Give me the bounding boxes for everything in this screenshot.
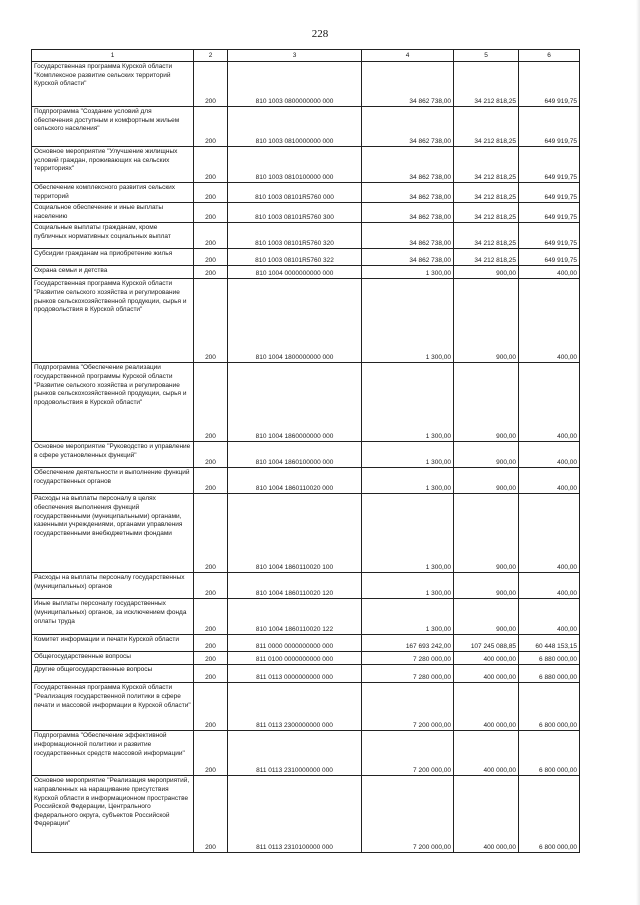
column-number: 1 bbox=[32, 50, 194, 62]
row-name: Расходы на выплаты персоналу в целях обеспечения выполнения функций государственными (муниципальными) органами, казенными учреждениями, органами управления государственными внебюджетными фондами bbox=[32, 494, 194, 573]
row-amount-5: 400 000,00 bbox=[454, 665, 519, 683]
row-column-2: 200 bbox=[194, 279, 228, 363]
row-column-2: 200 bbox=[194, 363, 228, 442]
table-row bbox=[32, 147, 580, 183]
row-amount-5: 400 000,00 bbox=[454, 731, 519, 776]
table-row bbox=[32, 203, 580, 223]
row-amount-6: 649 919,75 bbox=[519, 223, 580, 249]
row-amount-6: 400,00 bbox=[519, 279, 580, 363]
table-row bbox=[32, 652, 580, 665]
row-name: Государственная программа Курской области "Комплексное развитие сельских территорий Курской области" bbox=[32, 62, 194, 107]
page-number: 228 bbox=[311, 28, 329, 40]
table-row bbox=[32, 107, 580, 147]
row-amount-5: 400 000,00 bbox=[454, 683, 519, 731]
table-row bbox=[32, 635, 580, 652]
row-amount-4: 1 300,00 bbox=[362, 468, 454, 494]
row-column-2: 200 bbox=[194, 665, 228, 683]
row-amount-6: 6 800 000,00 bbox=[519, 683, 580, 731]
row-budget-code: 810 1003 08101R5760 320 bbox=[228, 223, 362, 249]
row-amount-5: 900,00 bbox=[454, 442, 519, 468]
table-row bbox=[32, 183, 580, 203]
row-budget-code: 810 1003 0810000000 000 bbox=[228, 107, 362, 147]
row-amount-4: 34 862 738,00 bbox=[362, 147, 454, 183]
row-amount-5: 34 212 818,25 bbox=[454, 203, 519, 223]
row-column-2: 200 bbox=[194, 635, 228, 652]
row-name: Субсидии гражданам на приобретение жилья bbox=[32, 249, 194, 266]
column-number: 6 bbox=[519, 50, 580, 62]
row-name: Охрана семьи и детства bbox=[32, 266, 194, 279]
row-amount-4: 34 862 738,00 bbox=[362, 203, 454, 223]
row-amount-5: 900,00 bbox=[454, 573, 519, 599]
row-name: Подпрограмма "Создание условий для обеспечения доступным и комфортным жильем сельского населения" bbox=[32, 107, 194, 147]
row-budget-code: 811 0113 2310100000 000 bbox=[228, 776, 362, 853]
row-amount-5: 900,00 bbox=[454, 599, 519, 635]
budget-table bbox=[31, 49, 580, 853]
row-budget-code: 810 1004 1860110020 100 bbox=[228, 494, 362, 573]
row-name: Основное мероприятие "Руководство и управление в сфере установленных функций" bbox=[32, 442, 194, 468]
row-budget-code: 811 0113 2300000000 000 bbox=[228, 683, 362, 731]
row-budget-code: 810 1004 1860110020 122 bbox=[228, 599, 362, 635]
row-amount-5: 34 212 818,25 bbox=[454, 107, 519, 147]
table-row bbox=[32, 683, 580, 731]
row-budget-code: 811 0113 0000000000 000 bbox=[228, 665, 362, 683]
row-amount-4: 7 280 000,00 bbox=[362, 652, 454, 665]
row-name: Подпрограмма "Обеспечение реализации государственной программы Курской области "Развитие сельского хозяйства и регулирование рынков сельскохозяйственной продукции, сырья и продовольствия в Курской области" bbox=[32, 363, 194, 442]
row-amount-4: 1 300,00 bbox=[362, 599, 454, 635]
row-amount-4: 7 200 000,00 bbox=[362, 731, 454, 776]
table-row bbox=[32, 279, 580, 363]
row-amount-6: 60 448 153,15 bbox=[519, 635, 580, 652]
column-number-row bbox=[32, 50, 580, 62]
row-column-2: 200 bbox=[194, 683, 228, 731]
row-amount-6: 649 919,75 bbox=[519, 203, 580, 223]
row-column-2: 200 bbox=[194, 599, 228, 635]
row-budget-code: 810 1003 0810100000 000 bbox=[228, 147, 362, 183]
table-row bbox=[32, 731, 580, 776]
row-amount-5: 107 245 088,85 bbox=[454, 635, 519, 652]
row-amount-6: 649 919,75 bbox=[519, 249, 580, 266]
row-budget-code: 810 1004 1860100000 000 bbox=[228, 442, 362, 468]
row-amount-5: 34 212 818,25 bbox=[454, 183, 519, 203]
scan-edge-shadow bbox=[636, 0, 640, 905]
table-row bbox=[32, 665, 580, 683]
row-amount-4: 1 300,00 bbox=[362, 279, 454, 363]
row-budget-code: 810 1004 1860110020 120 bbox=[228, 573, 362, 599]
row-amount-6: 400,00 bbox=[519, 494, 580, 573]
table-body bbox=[32, 62, 580, 853]
row-amount-6: 649 919,75 bbox=[519, 107, 580, 147]
row-budget-code: 810 1004 0000000000 000 bbox=[228, 266, 362, 279]
row-column-2: 200 bbox=[194, 62, 228, 107]
row-amount-6: 400,00 bbox=[519, 468, 580, 494]
row-name: Расходы на выплаты персоналу государственных (муниципальных) органов bbox=[32, 573, 194, 599]
row-amount-5: 400 000,00 bbox=[454, 652, 519, 665]
row-amount-5: 34 212 818,25 bbox=[454, 223, 519, 249]
row-amount-4: 34 862 738,00 bbox=[362, 183, 454, 203]
table-row bbox=[32, 468, 580, 494]
row-budget-code: 811 0113 2310000000 000 bbox=[228, 731, 362, 776]
row-amount-6: 6 880 000,00 bbox=[519, 665, 580, 683]
row-budget-code: 810 1003 0800000000 000 bbox=[228, 62, 362, 107]
row-amount-4: 1 300,00 bbox=[362, 494, 454, 573]
row-amount-6: 400,00 bbox=[519, 573, 580, 599]
table-row bbox=[32, 249, 580, 266]
row-name: Обеспечение комплексного развития сельских территорий bbox=[32, 183, 194, 203]
row-budget-code: 810 1003 08101R5760 300 bbox=[228, 203, 362, 223]
row-amount-6: 649 919,75 bbox=[519, 62, 580, 107]
row-amount-5: 400 000,00 bbox=[454, 776, 519, 853]
row-amount-6: 6 800 000,00 bbox=[519, 776, 580, 853]
table-row bbox=[32, 62, 580, 107]
row-amount-5: 900,00 bbox=[454, 468, 519, 494]
row-column-2: 200 bbox=[194, 494, 228, 573]
row-column-2: 200 bbox=[194, 652, 228, 665]
row-amount-4: 7 280 000,00 bbox=[362, 665, 454, 683]
row-amount-6: 400,00 bbox=[519, 363, 580, 442]
row-amount-4: 7 200 000,00 bbox=[362, 683, 454, 731]
row-column-2: 200 bbox=[194, 266, 228, 279]
row-budget-code: 811 0000 0000000000 000 bbox=[228, 635, 362, 652]
table-row bbox=[32, 573, 580, 599]
row-name: Социальные выплаты гражданам, кроме публичных нормативных социальных выплат bbox=[32, 223, 194, 249]
column-number: 3 bbox=[228, 50, 362, 62]
column-number: 5 bbox=[454, 50, 519, 62]
table-row bbox=[32, 776, 580, 853]
row-name: Другие общегосударственные вопросы bbox=[32, 665, 194, 683]
row-column-2: 200 bbox=[194, 249, 228, 266]
table-row bbox=[32, 363, 580, 442]
row-amount-6: 649 919,75 bbox=[519, 147, 580, 183]
row-budget-code: 810 1004 1860110020 000 bbox=[228, 468, 362, 494]
row-column-2: 200 bbox=[194, 223, 228, 249]
row-name: Государственная программа Курской области "Развитие сельского хозяйства и регулирование рынков сельскохозяйственной продукции, сырья и продовольствия в Курской области" bbox=[32, 279, 194, 363]
row-name: Социальное обеспечение и иные выплаты населению bbox=[32, 203, 194, 223]
row-amount-6: 6 880 000,00 bbox=[519, 652, 580, 665]
row-amount-6: 400,00 bbox=[519, 599, 580, 635]
table-row bbox=[32, 599, 580, 635]
row-amount-4: 34 862 738,00 bbox=[362, 107, 454, 147]
row-amount-4: 7 200 000,00 bbox=[362, 776, 454, 853]
row-column-2: 200 bbox=[194, 573, 228, 599]
row-name: Общегосударственные вопросы bbox=[32, 652, 194, 665]
row-amount-6: 649 919,75 bbox=[519, 183, 580, 203]
row-amount-4: 34 862 738,00 bbox=[362, 223, 454, 249]
row-budget-code: 810 1004 1860000000 000 bbox=[228, 363, 362, 442]
row-budget-code: 810 1003 08101R5760 322 bbox=[228, 249, 362, 266]
row-column-2: 200 bbox=[194, 147, 228, 183]
row-name: Основное мероприятие "Реализация мероприятий, направленных на наращивание присутствия Курской области в информационном пространстве Российской Федерации, Центрального федерального округа, субъектов Российской Федерации" bbox=[32, 776, 194, 853]
row-column-2: 200 bbox=[194, 442, 228, 468]
row-budget-code: 810 1004 1800000000 000 bbox=[228, 279, 362, 363]
row-column-2: 200 bbox=[194, 468, 228, 494]
row-amount-4: 34 862 738,00 bbox=[362, 249, 454, 266]
row-name: Основное мероприятие "Улучшение жилищных условий граждан, проживающих на сельских территориях" bbox=[32, 147, 194, 183]
row-budget-code: 811 0100 0000000000 000 bbox=[228, 652, 362, 665]
row-amount-5: 34 212 818,25 bbox=[454, 249, 519, 266]
row-name: Подпрограмма "Обеспечение эффективной информационной политики и развитие государственных средств массовой информации" bbox=[32, 731, 194, 776]
row-amount-5: 34 212 818,25 bbox=[454, 62, 519, 107]
column-number: 4 bbox=[362, 50, 454, 62]
row-amount-4: 1 300,00 bbox=[362, 442, 454, 468]
row-amount-5: 900,00 bbox=[454, 494, 519, 573]
row-amount-5: 900,00 bbox=[454, 363, 519, 442]
table-row bbox=[32, 266, 580, 279]
row-budget-code: 810 1003 08101R5760 000 bbox=[228, 183, 362, 203]
row-amount-5: 34 212 818,25 bbox=[454, 147, 519, 183]
row-amount-4: 167 693 242,00 bbox=[362, 635, 454, 652]
row-column-2: 200 bbox=[194, 183, 228, 203]
row-amount-6: 400,00 bbox=[519, 442, 580, 468]
row-name: Иные выплаты персоналу государственных (муниципальных) органов, за исключением фонда оплаты труда bbox=[32, 599, 194, 635]
row-amount-4: 1 300,00 bbox=[362, 363, 454, 442]
row-amount-5: 900,00 bbox=[454, 266, 519, 279]
row-amount-4: 1 300,00 bbox=[362, 266, 454, 279]
row-column-2: 200 bbox=[194, 107, 228, 147]
row-amount-6: 6 800 000,00 bbox=[519, 731, 580, 776]
table-row bbox=[32, 442, 580, 468]
row-column-2: 200 bbox=[194, 731, 228, 776]
row-amount-6: 400,00 bbox=[519, 266, 580, 279]
row-name: Государственная программа Курской области "Реализация государственной политики в сфере печати и массовой информации в Курской области" bbox=[32, 683, 194, 731]
row-amount-4: 34 862 738,00 bbox=[362, 62, 454, 107]
table-row bbox=[32, 223, 580, 249]
table-row bbox=[32, 494, 580, 573]
row-name: Обеспечение деятельности и выполнение функций государственных органов bbox=[32, 468, 194, 494]
row-column-2: 200 bbox=[194, 203, 228, 223]
row-amount-5: 900,00 bbox=[454, 279, 519, 363]
row-name: Комитет информации и печати Курской области bbox=[32, 635, 194, 652]
row-amount-4: 1 300,00 bbox=[362, 573, 454, 599]
column-number: 2 bbox=[194, 50, 228, 62]
row-column-2: 200 bbox=[194, 776, 228, 853]
